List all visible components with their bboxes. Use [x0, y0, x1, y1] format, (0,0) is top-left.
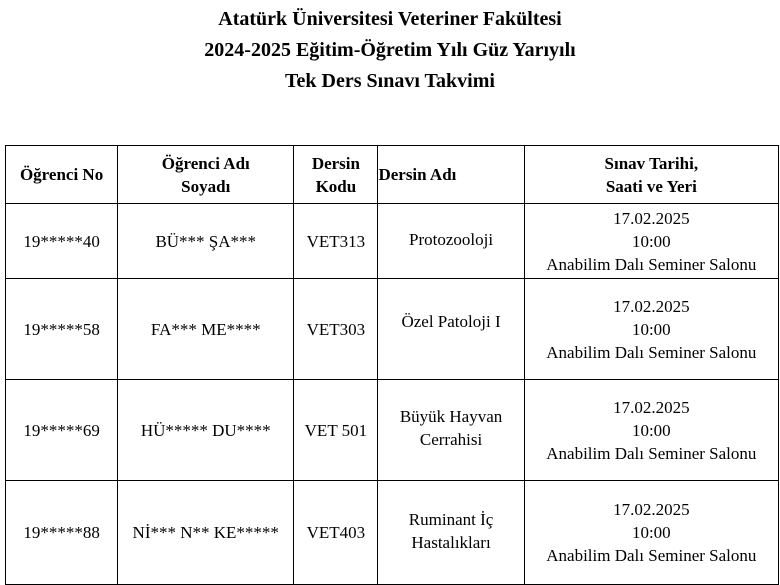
course-name-line1: Büyük Hayvan: [399, 407, 503, 426]
cell-student-name: [118, 279, 294, 380]
title-line-3: Tek Ders Sınavı Takvimi: [285, 70, 495, 92]
cell-course-code: [294, 279, 378, 380]
course-code: VET313: [306, 231, 366, 251]
table-row: [6, 380, 779, 481]
course-name-line1: Protozooloji: [409, 229, 494, 249]
cell-course-code: [294, 481, 378, 585]
cell-exam-info: [524, 204, 778, 279]
exam-date: 17.02.2025: [613, 500, 690, 519]
header-course-name: [378, 146, 524, 204]
course-name-line1: Özel Patoloji I: [401, 311, 501, 331]
cell-course-name: [378, 279, 524, 380]
cell-student-no: [6, 204, 118, 279]
cell-course-name: [378, 380, 524, 481]
course-code: VET303: [306, 319, 366, 339]
table-row: [6, 204, 779, 279]
student-name: HÜ***** DU****: [140, 420, 271, 440]
exam-date: 17.02.2025: [613, 397, 690, 417]
table-row: [6, 481, 779, 585]
course-code: VET403: [306, 523, 366, 542]
student-no: 19*****88: [23, 523, 100, 542]
header-student-no-label: Öğrenci No: [19, 165, 104, 184]
exam-place: Anabilim Dalı Seminer Salonu: [546, 342, 757, 362]
title-line-1: Atatürk Üniversitesi Veteriner Fakültesi: [218, 8, 562, 30]
course-code: VET 501: [304, 420, 368, 440]
header-student-no: [6, 146, 118, 204]
student-no: 19*****40: [23, 231, 100, 251]
cell-course-code: [294, 204, 378, 279]
exam-place: Anabilim Dalı Seminer Salonu: [546, 443, 757, 463]
exam-place: Anabilim Dalı Seminer Salonu: [546, 254, 757, 274]
header-exam-info-line2: Saati ve Yeri: [605, 176, 697, 196]
course-name-line1: Ruminant İç: [408, 509, 494, 529]
student-name: FA*** ME****: [150, 319, 261, 339]
header-student-name-line2: Soyadı: [181, 177, 231, 196]
student-name: BÜ*** ŞA***: [155, 231, 257, 251]
cell-course-name: [378, 481, 524, 585]
exam-place: Anabilim Dalı Seminer Salonu: [546, 546, 757, 565]
exam-date: 17.02.2025: [613, 296, 690, 316]
header-student-name: [118, 146, 294, 204]
cell-exam-info: [524, 481, 778, 585]
cell-student-no: [6, 279, 118, 380]
header-course-code: [294, 146, 378, 204]
student-no: 19*****58: [23, 319, 100, 339]
cell-student-name: [118, 481, 294, 585]
title-line-2: 2024-2025 Eğitim-Öğretim Yılı Güz Yarıyılı: [204, 39, 576, 61]
cell-student-no: [6, 481, 118, 585]
header-student-name-line1: Öğrenci Adı: [161, 154, 250, 173]
exam-schedule-table: [5, 145, 779, 585]
table-row: [6, 279, 779, 380]
header-exam-info-line1: Sınav Tarihi,: [604, 153, 699, 173]
header-course-code-line1: Dersin: [311, 153, 360, 173]
cell-student-name: [118, 204, 294, 279]
exam-date: 17.02.2025: [613, 208, 690, 228]
exam-time: 10:00: [631, 319, 671, 339]
exam-time: 10:00: [631, 420, 671, 440]
cell-course-name: [378, 204, 524, 279]
exam-time: 10:00: [631, 523, 671, 542]
exam-time: 10:00: [631, 231, 671, 251]
cell-student-name: [118, 380, 294, 481]
header-course-name-label: Dersin Adı: [378, 165, 457, 184]
cell-exam-info: [524, 380, 778, 481]
student-no: 19*****69: [23, 420, 100, 440]
table-header-row: [6, 146, 779, 204]
header-course-code-line2: Kodu: [315, 176, 357, 196]
cell-exam-info: [524, 279, 778, 380]
course-name-line2: Cerrahisi: [419, 430, 483, 449]
cell-course-code: [294, 380, 378, 481]
document-title: [0, 4, 780, 97]
cell-student-no: [6, 380, 118, 481]
header-exam-info: [524, 146, 778, 204]
course-name-line2: Hastalıkları: [411, 532, 491, 552]
student-name: Nİ*** N** KE*****: [132, 523, 279, 542]
